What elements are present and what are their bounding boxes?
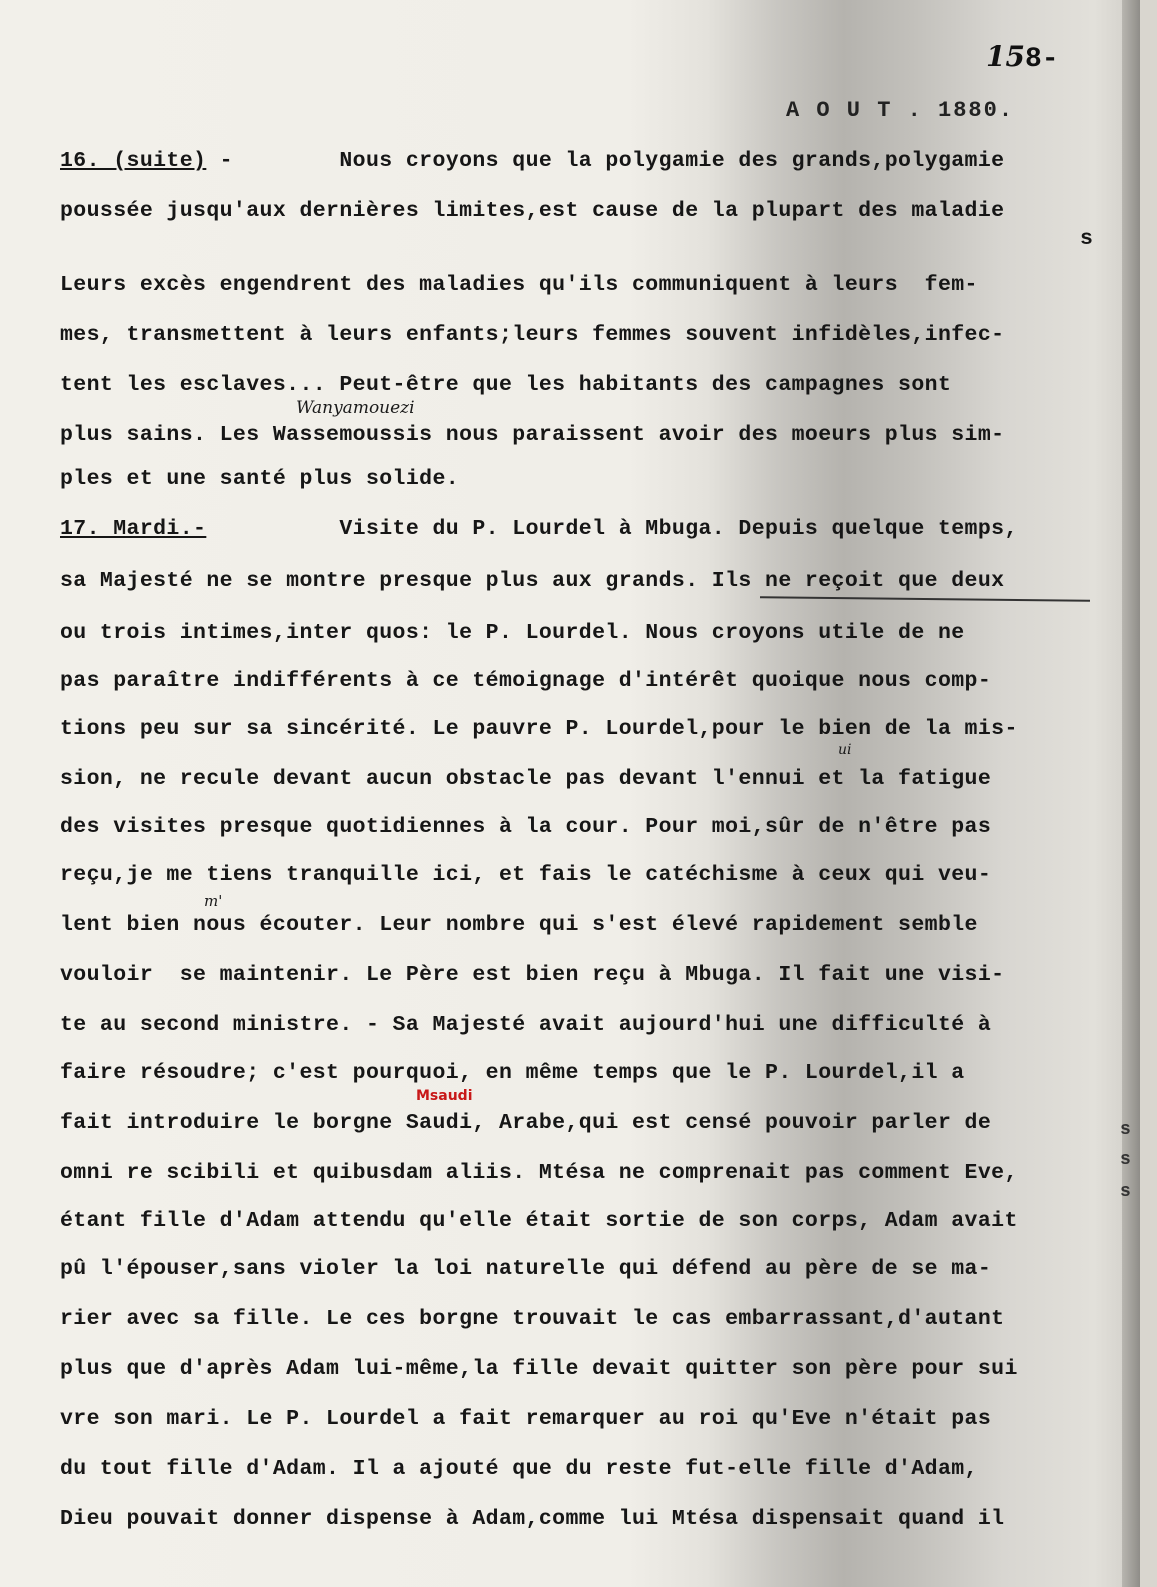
text-line-20: faire résoudre; c'est pourquoi, en même temps que le P. Lourdel,il a [60,1061,965,1085]
text-line-8: ples et une santé plus solide. [60,467,460,491]
text-line-3: s [1080,227,1094,251]
entry-date: 17. Mardi.- [60,517,207,541]
text-line-15: des visites presque quotidiennes à la cour. Pour moi,sûr de n'être pas [60,815,992,839]
text-line-28: du tout fille d'Adam. Il a ajouté que du reste fut-elle fille d'Adam, [60,1457,978,1481]
handwritten-wanyamwezi: Wanyamouezi [296,398,415,418]
text-line-29: Dieu pouvait donner dispense à Adam,comme lui Mtésa dispensait quand il [60,1507,1005,1531]
text-line-6: tent les esclaves... Peut-être que les habitants des campagnes sont [60,373,952,397]
entry-date: 16. (suite) [60,149,207,173]
text-line-26: plus que d'après Adam lui-même,la fille devait quitter son père pour sui [60,1357,1018,1381]
text-line-1 [60,148,1004,174]
text-line-9 [60,516,1018,542]
month-header: A O U T . 1880. [786,98,1015,123]
text-line-10: sa Majesté ne se montre presque plus aux grands. Ils ne reçoit que deux [60,569,1005,593]
page-edge-shadow [1122,0,1140,1587]
line-rest: - Nous croyons que la polygamie des grands,polygamie [206,149,1005,173]
text-line-2: poussée jusqu'aux dernières limites,est cause de la plupart des maladie [60,199,1005,223]
margin-mark-1: s [1120,1120,1131,1140]
folio-printed-suffix: 8- [1024,44,1059,75]
text-line-13: tions peu sur sa sincérité. Le pauvre P. Lourdel,pour le bien de la mis- [60,717,1018,741]
red-annotation-saudi: Msaudi [416,1088,473,1104]
text-line-4: Leurs excès engendrent des maladies qu'ils communiquent à leurs fem- [60,273,978,297]
text-line-25: rier avec sa fille. Le ces borgne trouvait le cas embarrassant,d'autant [60,1307,1005,1331]
text-line-19: te au second ministre. - Sa Majesté avait aujourd'hui une difficulté à [60,1013,992,1037]
margin-mark-3: s [1120,1182,1131,1202]
text-line-12: pas paraître indifférents à ce témoignage d'intérêt quoique nous comp- [60,669,992,693]
text-line-11: ou trois intimes,inter quos: le P. Lourdel. Nous croyons utile de ne [60,621,965,645]
text-line-27: vre son mari. Le P. Lourdel a fait remarquer au roi qu'Eve n'était pas [60,1407,992,1431]
line-rest: Visite du P. Lourdel à Mbuga. Depuis quelque temps, [206,517,1018,541]
folio-number [986,40,1059,75]
text-line-18: vouloir se maintenir. Le Père est bien reçu à Mbuga. Il fait une visi- [60,963,1005,987]
text-line-5: mes, transmettent à leurs enfants;leurs femmes souvent infidèles,infec- [60,323,1005,347]
pencil-underline [760,596,1090,601]
text-line-17: lent bien nous écouter. Leur nombre qui s'est élevé rapidement semble [60,913,978,937]
handwritten-nous-fix: m' [204,892,223,910]
text-line-23: étant fille d'Adam attendu qu'elle était sortie de son corps, Adam avait [60,1209,1018,1233]
margin-mark-2: s [1120,1150,1131,1170]
text-line-16: reçu,je me tiens tranquille ici, et fais le catéchisme à ceux qui veu- [60,863,992,887]
text-line-21: fait introduire le borgne Saudi, Arabe,qui est censé pouvoir parler de [60,1111,992,1135]
text-line-22: omni re scibili et quibusdam aliis. Mtésa ne comprenait pas comment Eve, [60,1161,1018,1185]
text-line-24: pû l'épouser,sans violer la loi naturelle qui défend au père de se ma- [60,1257,992,1281]
folio-handwritten: 15 [986,40,1025,73]
text-line-7: plus sains. Les Wassemoussis nous paraissent avoir des moeurs plus sim- [60,423,1005,447]
text-line-14: sion, ne recule devant aucun obstacle pas devant l'ennui et la fatigue [60,767,992,791]
handwritten-ennui-fix: ui [838,742,852,758]
